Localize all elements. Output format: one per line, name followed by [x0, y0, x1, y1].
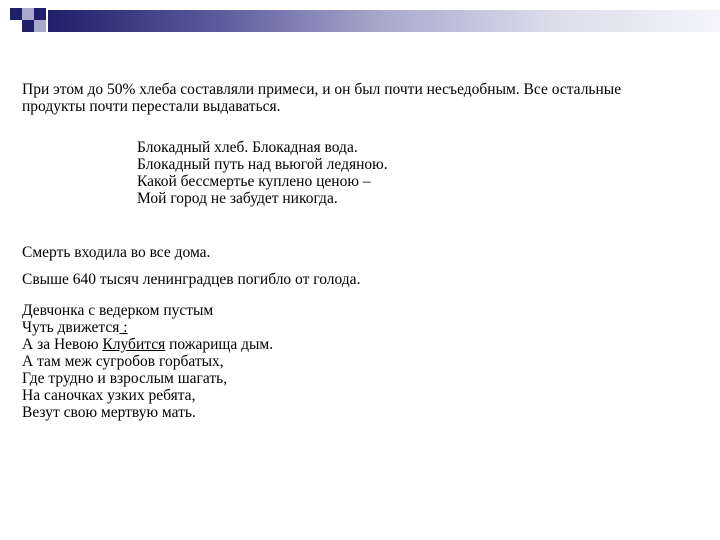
decor-square-light-2: [34, 20, 46, 32]
paragraph-line: При этом до 50% хлеба составляли примеси, и он был почти несъедобным. Все остальные: [22, 81, 622, 98]
poem-line: Везут свою мертвую мать.: [22, 404, 196, 421]
poem-line-text: Чуть движется: [22, 319, 120, 336]
poem-line: Мой город не забудет никогда.: [137, 190, 338, 207]
decor-square-dark-3: [34, 8, 46, 20]
decor-square-dark-2: [22, 20, 34, 32]
paragraph-casualties: [22, 271, 360, 288]
paragraph-line: Смерть входила во все дома.: [22, 244, 211, 261]
header-gradient-bar: [48, 10, 720, 32]
poem-line: Блокадный путь над вьюгой ледяною.: [137, 156, 388, 173]
poem-line: [22, 336, 273, 353]
poem-line: А там меж сугробов горбатых,: [22, 353, 224, 370]
paragraph-death: [22, 244, 210, 261]
poem-line-text: На саночках узких ребята: [22, 387, 192, 404]
poem-line-text: А за Невою: [22, 336, 103, 353]
poem-line-underlined-mark: ,: [191, 387, 196, 404]
poem-line-underlined-mark: :: [119, 319, 128, 336]
paragraph-line: продукты почти перестали выдаваться.: [22, 98, 281, 115]
poem-blockade-bread: [137, 139, 388, 207]
poem-line-text: пожарища дым.: [165, 336, 274, 353]
paragraph-line: Свыше 640 тысяч ленинградцев погибло от голода.: [22, 271, 361, 288]
decor-square-light-1: [22, 8, 34, 20]
poem-line: [22, 319, 273, 336]
decor-square-dark-1: [10, 8, 22, 20]
poem-girl-with-bucket: [22, 302, 273, 421]
header-decoration: [0, 0, 720, 40]
poem-line-underlined-word: Клубится: [102, 336, 166, 353]
poem-line: Девчонка с ведерком пустым: [22, 302, 214, 319]
poem-line: Где трудно и взрослым шагать,: [22, 370, 228, 387]
poem-line: Какой бессмертье куплено ценою –: [137, 173, 371, 190]
poem-line: [22, 387, 273, 404]
poem-line: Блокадный хлеб. Блокадная вода.: [137, 139, 358, 156]
paragraph-bread: [22, 81, 621, 115]
